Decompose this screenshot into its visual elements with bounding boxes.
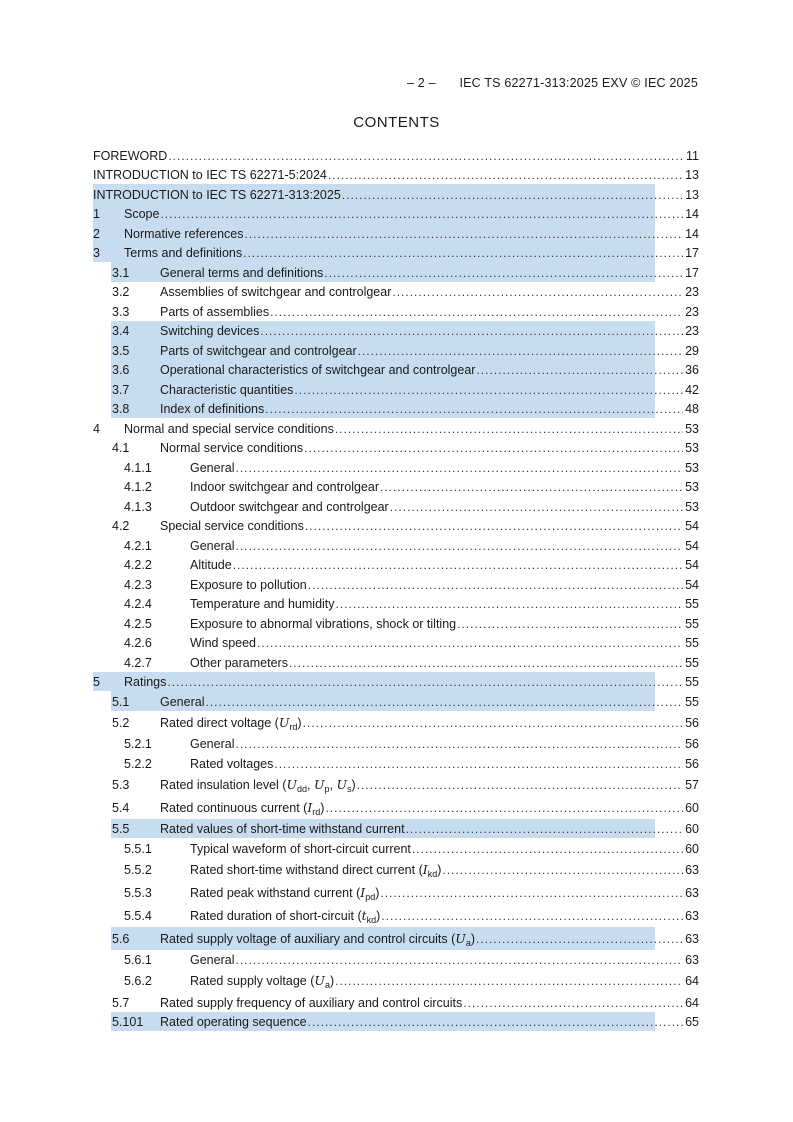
toc-entry-text: Ratings (124, 675, 167, 689)
toc-entry-text: Rated duration of short-circuit (190, 908, 354, 923)
toc-entry-number: 5.5.1 (124, 841, 152, 856)
toc-entry-number: 4.2.2 (124, 558, 152, 572)
dot-leader (260, 324, 683, 338)
toc-page-number: 13 (685, 187, 699, 202)
toc-entry-number: 3.4 (112, 324, 130, 338)
toc-entry-text: Special service conditions (160, 519, 304, 533)
toc-entry-text: Parts of switchgear and controlgear (160, 343, 357, 358)
toc-entry-number: 5.5 (112, 822, 130, 836)
toc-entry-text: Rated peak withstand current (190, 885, 353, 900)
math-subscript: s (347, 783, 352, 794)
toc-entry-text: Operational characteristics of switchgear and controlgear (160, 363, 476, 377)
math-symbol: U (314, 973, 325, 988)
toc-entry-number: 4.2.7 (124, 655, 152, 670)
toc-entry-title (124, 227, 244, 241)
toc-entry-text: Exposure to abnormal vibrations, shock or tilting (190, 616, 457, 631)
dot-leader (294, 383, 683, 397)
math-symbol: U (286, 776, 298, 792)
toc-entry-text: Terms and definitions (124, 246, 243, 260)
toc-entry-text: INTRODUCTION to IEC TS 62271-5:2024 (93, 168, 327, 182)
toc-entry[interactable] (93, 360, 699, 380)
toc-page-number: 55 (685, 694, 699, 709)
toc-entry-text: Rated voltages (190, 756, 274, 771)
toc-entry[interactable] (93, 881, 699, 904)
toc-entry[interactable] (93, 321, 699, 341)
table-of-contents (93, 145, 699, 1031)
toc-entry-text: General (190, 953, 235, 967)
toc-entry-text: Rated supply voltage of auxiliary and control circuits (160, 931, 448, 946)
dot-leader (335, 974, 683, 988)
math-subscript: rd (289, 721, 298, 732)
dot-leader (476, 932, 683, 946)
toc-entry-title: Rated direct voltage $(U_{rd})$ (160, 714, 302, 732)
toc-page-number: 53 (685, 480, 699, 494)
toc-entry-title (190, 539, 234, 553)
toc-page-number: 63 (685, 885, 699, 900)
toc-entry-title (190, 757, 273, 771)
toc-entry-text: General (190, 460, 235, 475)
toc-entry[interactable] (93, 950, 699, 970)
toc-entry-number: 4.1.1 (124, 460, 152, 475)
math-subscript: pd (365, 891, 376, 902)
document-reference: IEC TS 62271-313:2025 EXV © IEC 2025 (459, 76, 698, 90)
toc-entry-number: 5.5.2 (124, 862, 152, 877)
toc-entry[interactable] (93, 184, 699, 204)
dot-leader (257, 636, 683, 650)
toc-entry-title (190, 578, 307, 592)
toc-entry[interactable] (93, 773, 699, 796)
dot-leader (235, 461, 683, 475)
dot-leader (245, 227, 684, 241)
dot-leader (274, 757, 683, 771)
math-symbol: I (307, 799, 313, 815)
math-subscript: a (324, 980, 330, 990)
toc-page-number: 60 (685, 841, 699, 856)
toc-entry-title (160, 266, 323, 280)
toc-entry[interactable] (93, 477, 699, 497)
toc-entry-title (160, 402, 264, 416)
toc-page-number: 53 (685, 460, 699, 475)
dot-leader (328, 168, 683, 182)
toc-page-number: 54 (685, 577, 699, 592)
page-title: CONTENTS (353, 114, 440, 131)
toc-entry-text: Other parameters (190, 655, 288, 670)
toc-entry-text: Rated supply frequency of auxiliary and control circuits (160, 995, 463, 1010)
dot-leader (205, 695, 683, 709)
toc-page-number: 29 (685, 343, 699, 358)
toc-page-number: 11 (686, 148, 699, 163)
toc-entry-number: 4.2.3 (124, 577, 152, 592)
toc-entry-number: 4.1 (112, 441, 130, 455)
toc-page-number: 14 (685, 226, 699, 241)
dot-leader (168, 149, 684, 163)
toc-entry[interactable] (93, 165, 699, 185)
toc-entry-number: 4.2 (112, 519, 130, 533)
toc-entry-title (190, 842, 411, 856)
toc-entry-title: Rated insulation level ($U_{dd}$, $U_p$, $U_s$) (160, 776, 356, 794)
dot-leader (235, 953, 683, 967)
toc-entry[interactable] (93, 927, 699, 950)
toc-entry[interactable] (93, 904, 699, 927)
toc-entry-number: 4.2.1 (124, 538, 152, 553)
toc-entry[interactable] (93, 555, 699, 575)
toc-entry-number: 3.1 (112, 265, 130, 280)
dot-leader (336, 597, 684, 611)
toc-entry-title: Rated peak withstand current $(I_{pd})$ (190, 884, 380, 902)
toc-entry-number: 4.1.2 (124, 480, 152, 494)
dot-leader (308, 1015, 683, 1029)
dot-leader (265, 402, 683, 416)
toc-page-number: 56 (685, 756, 699, 771)
toc-page-number: 23 (685, 285, 699, 299)
toc-entry-number: 3.5 (112, 343, 130, 358)
toc-page-number: 48 (685, 402, 699, 416)
toc-entry[interactable] (93, 262, 699, 282)
toc-entry-text: Exposure to pollution (190, 577, 307, 592)
math-symbol: U (313, 776, 325, 792)
dot-leader (335, 422, 683, 436)
toc-entry-text: General (190, 737, 235, 751)
toc-entry[interactable] (93, 204, 699, 224)
toc-entry-text: INTRODUCTION to IEC TS 62271-313:2025 (93, 187, 341, 202)
math-subscript: p (324, 783, 330, 794)
toc-entry-number: 4.1.3 (124, 499, 152, 514)
toc-entry-number: 5.2 (112, 715, 130, 730)
toc-entry-title (190, 597, 335, 611)
math-subscript: a (465, 937, 471, 948)
toc-entry-text: Typical waveform of short-circuit current (190, 841, 411, 856)
toc-page-number: 54 (685, 538, 699, 553)
toc-entry-title (93, 168, 327, 182)
toc-page-number: 14 (685, 207, 699, 221)
toc-entry[interactable] (93, 753, 699, 773)
dot-leader (457, 617, 683, 631)
toc-entry[interactable] (93, 992, 699, 1012)
dot-leader (270, 305, 683, 319)
toc-page-number: 65 (685, 1015, 699, 1029)
dot-leader (289, 656, 683, 670)
toc-entry-title (124, 675, 166, 689)
toc-entry[interactable] (93, 496, 699, 516)
dot-leader (392, 285, 683, 299)
dot-leader (406, 822, 684, 836)
math-subscript: kd (427, 868, 438, 879)
toc-entry-number: 5.101 (112, 1015, 144, 1029)
toc-entry-text: General terms and definitions (160, 265, 324, 280)
dot-leader (303, 716, 684, 730)
toc-entry-text: Index of definitions (160, 402, 265, 416)
toc-entry-title (160, 519, 304, 533)
toc-page-number: 42 (685, 382, 699, 397)
toc-entry-title (160, 441, 303, 455)
toc-entry-number: 5.6.2 (124, 974, 152, 988)
toc-entry-number: 4.2.6 (124, 636, 152, 650)
toc-entry-number: 5.5.3 (124, 885, 152, 900)
toc-entry-title: Rated continuous current $(I_{rd})$ (160, 799, 325, 817)
toc-entry-text: Parts of assemblies (160, 304, 270, 319)
toc-entry-title (160, 695, 204, 709)
dot-leader (325, 801, 683, 815)
toc-entry-number: 5.1 (112, 694, 130, 709)
toc-entry-title (160, 344, 357, 358)
toc-entry-title: Rated short-time withstand direct current $(I_{kd})$ (190, 861, 442, 879)
toc-page-number: 63 (685, 953, 699, 967)
toc-entry-text: Rated continuous current (160, 800, 300, 815)
toc-entry[interactable] (93, 535, 699, 555)
toc-page-number: 53 (685, 441, 699, 455)
toc-entry-title (160, 822, 405, 836)
toc-entry-number: 3.3 (112, 304, 130, 319)
toc-entry-number: 5.5.4 (124, 908, 152, 923)
toc-entry-text: Indoor switchgear and controlgear (190, 480, 380, 494)
toc-entry-title (93, 149, 167, 163)
toc-entry-title (160, 383, 293, 397)
toc-entry-title (190, 617, 456, 631)
toc-entry-number: 3.8 (112, 402, 130, 416)
dot-leader (357, 778, 683, 792)
math-symbol: U (336, 776, 348, 792)
toc-page-number: 63 (685, 862, 699, 877)
toc-page-number: 63 (685, 931, 699, 946)
toc-entry-number: 3.7 (112, 382, 130, 397)
dot-leader (235, 737, 683, 751)
toc-entry[interactable] (93, 819, 699, 839)
toc-entry-title: Rated duration of short-circuit $(t_{kd})$ (190, 907, 381, 925)
toc-entry-number: 2 (93, 226, 100, 241)
toc-entry-number: 5.2.1 (124, 737, 152, 751)
math-subscript: kd (366, 914, 377, 925)
toc-entry-title (190, 656, 288, 670)
toc-entry[interactable] (93, 838, 699, 858)
toc-entry[interactable] (93, 672, 699, 692)
toc-entry-title (190, 636, 256, 650)
toc-entry-title (190, 953, 234, 967)
toc-page-number: 53 (685, 421, 699, 436)
page-header (407, 76, 698, 90)
toc-entry-title: Rated supply voltage of auxiliary and control circuits $(U_a)$ (160, 930, 476, 948)
toc-page-number: 23 (685, 324, 699, 338)
toc-entry-title: Rated supply voltage $(U_a)$ (190, 973, 335, 990)
toc-entry-text: Wind speed (190, 636, 257, 650)
toc-entry-title (124, 207, 159, 221)
toc-page-number: 63 (685, 908, 699, 923)
toc-entry-title (160, 324, 259, 338)
toc-entry[interactable] (93, 379, 699, 399)
toc-page-number: 54 (685, 558, 699, 572)
toc-entry-number: 5.4 (112, 800, 130, 815)
toc-page-number: 57 (685, 777, 699, 792)
toc-entry-title (190, 500, 389, 514)
toc-entry-title (190, 461, 234, 475)
toc-entry[interactable] (93, 711, 699, 734)
dot-leader (380, 886, 683, 900)
toc-entry[interactable] (93, 438, 699, 458)
toc-entry-text: Rated direct voltage (160, 715, 272, 730)
toc-entry[interactable] (93, 796, 699, 819)
toc-entry-text: General (190, 538, 235, 553)
toc-page-number: 60 (685, 822, 699, 836)
toc-entry-number: 4 (93, 421, 100, 436)
math-symbol: I (360, 884, 366, 900)
toc-entry[interactable] (93, 418, 699, 438)
toc-page-number: 17 (685, 246, 699, 260)
toc-entry-number: 1 (93, 207, 100, 221)
toc-entry[interactable] (93, 340, 699, 360)
toc-page-number: 56 (685, 737, 699, 751)
toc-entry-number: 3.6 (112, 363, 130, 377)
toc-entry-number: 5.6.1 (124, 953, 152, 967)
math-symbol: U (278, 714, 290, 730)
toc-page-number: 64 (685, 974, 699, 988)
toc-entry-text: Outdoor switchgear and controlgear (190, 499, 389, 514)
math-subscript: dd (297, 783, 308, 794)
toc-page-number: 23 (685, 304, 699, 319)
toc-entry-text: General (160, 694, 205, 709)
toc-entry-text: Characteristic quantities (160, 382, 294, 397)
toc-entry-title (160, 1015, 307, 1029)
math-subscript: rd (312, 806, 321, 817)
toc-entry-text: Rated values of short-time withstand current (160, 822, 405, 836)
toc-page-number: 55 (685, 616, 699, 631)
toc-entry[interactable] (93, 734, 699, 754)
toc-entry[interactable] (93, 574, 699, 594)
dot-leader (442, 863, 683, 877)
toc-page-number: 55 (685, 675, 699, 689)
dot-leader (167, 675, 683, 689)
toc-page-number: 55 (685, 636, 699, 650)
dot-leader (243, 246, 683, 260)
toc-entry-number: 4.2.5 (124, 616, 152, 631)
dot-leader (390, 500, 683, 514)
toc-entry[interactable] (93, 516, 699, 536)
math-symbol: U (455, 930, 466, 946)
toc-entry-number: 3 (93, 246, 100, 260)
toc-entry-text: Switching devices (160, 324, 260, 338)
toc-page-number: 56 (685, 715, 699, 730)
dot-leader (233, 558, 683, 572)
toc-entry-text: FOREWORD (93, 148, 168, 163)
toc-entry-number: 5.6 (112, 931, 130, 946)
toc-entry[interactable] (93, 457, 699, 477)
toc-entry-title (160, 363, 475, 377)
toc-entry-text: Rated insulation level (160, 777, 279, 792)
dot-leader (463, 996, 683, 1010)
toc-entry-text: Scope (124, 207, 160, 221)
toc-page-number: 64 (685, 995, 699, 1010)
toc-entry-title (190, 737, 234, 751)
toc-page-number: 55 (685, 597, 699, 611)
toc-entry[interactable] (93, 633, 699, 653)
toc-entry-title (124, 246, 242, 260)
page-number-marker: – 2 – (406, 76, 436, 90)
dot-leader (342, 188, 683, 202)
toc-entry[interactable] (93, 858, 699, 881)
dot-leader (358, 344, 683, 358)
toc-entry-number: 5.3 (112, 777, 130, 792)
math-symbol: I (422, 861, 428, 877)
toc-entry[interactable] (93, 223, 699, 243)
toc-entry-text: Rated supply voltage (190, 974, 307, 988)
toc-entry[interactable] (93, 282, 699, 302)
toc-entry-number: 5.2.2 (124, 756, 152, 771)
toc-entry-title (160, 305, 269, 319)
toc-page-number: 55 (685, 655, 699, 670)
toc-entry-title (160, 996, 462, 1010)
toc-entry-title (93, 188, 341, 202)
toc-page-number: 60 (685, 800, 699, 815)
toc-entry-title (160, 285, 391, 299)
dot-leader (412, 842, 683, 856)
toc-entry-number: 5.7 (112, 995, 130, 1010)
dot-leader (160, 207, 683, 221)
toc-entry-text: Normal service conditions (160, 441, 304, 455)
dot-leader (476, 363, 683, 377)
toc-entry-text: Normal and special service conditions (124, 421, 334, 436)
toc-entry[interactable] (93, 145, 699, 165)
dot-leader (305, 519, 683, 533)
toc-entry[interactable] (93, 691, 699, 711)
toc-entry[interactable] (93, 243, 699, 263)
toc-entry-number: 5 (93, 675, 100, 689)
toc-page-number: 17 (685, 265, 699, 280)
toc-entry-text: Rated operating sequence (160, 1015, 307, 1029)
toc-entry-title (190, 480, 379, 494)
toc-entry[interactable] (93, 1012, 699, 1032)
toc-entry-text: Rated short-time withstand direct current (190, 862, 416, 877)
toc-entry-title (124, 422, 334, 436)
dot-leader (380, 480, 683, 494)
toc-entry-number: 4.2.4 (124, 597, 152, 611)
dot-leader (308, 578, 683, 592)
toc-entry-text: Altitude (190, 558, 232, 572)
toc-entry[interactable] (93, 399, 699, 419)
toc-page-number: 54 (685, 519, 699, 533)
math-symbol: t (361, 907, 367, 923)
dot-leader (304, 441, 683, 455)
toc-entry-text: Assemblies of switchgear and controlgear (160, 285, 392, 299)
dot-leader (235, 539, 683, 553)
toc-page-number: 13 (685, 168, 699, 182)
toc-page-number: 36 (685, 363, 699, 377)
toc-entry[interactable] (93, 613, 699, 633)
toc-entry-text: Normative references (124, 226, 244, 241)
toc-entry-number: 3.2 (112, 285, 130, 299)
toc-entry[interactable] (93, 301, 699, 321)
toc-entry[interactable] (93, 594, 699, 614)
dot-leader (324, 266, 683, 280)
toc-entry-text: Temperature and humidity (190, 597, 335, 611)
dot-leader (381, 909, 683, 923)
toc-page-number: 53 (685, 499, 699, 514)
toc-entry[interactable] (93, 652, 699, 672)
toc-entry[interactable] (93, 969, 699, 992)
toc-entry-title (190, 558, 232, 572)
